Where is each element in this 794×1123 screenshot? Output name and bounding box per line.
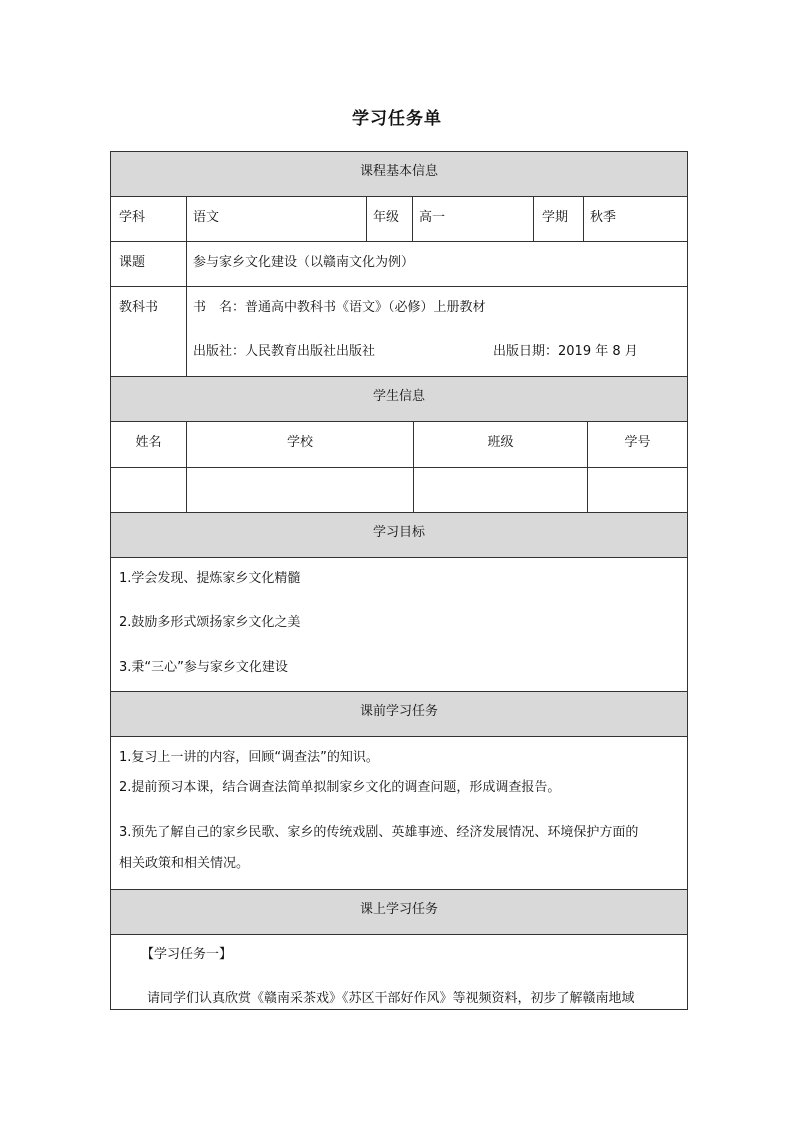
- goal-item-2: 2.鼓励多形式颂扬家乡文化之美: [119, 615, 301, 630]
- grade-label-cell: [367, 197, 413, 241]
- subject-value: 语文: [193, 210, 220, 225]
- student-id-cell[interactable]: [588, 468, 687, 512]
- in-class-header-text: 课上学习任务: [359, 902, 438, 917]
- student-name-cell[interactable]: [111, 468, 187, 512]
- pre-class-item-2: 2.提前预习本课，结合调查法简单拟制家乡文化的调查问题，形成调查报告。: [119, 780, 561, 795]
- grade-value: 高一: [419, 210, 446, 225]
- subject-label-cell: [111, 197, 187, 241]
- topic-row: [111, 242, 687, 287]
- in-class-body: [111, 935, 687, 1009]
- student-col-class-label: 班级: [487, 435, 514, 450]
- term-value: 秋季: [590, 210, 617, 225]
- student-col-school: [187, 422, 414, 467]
- textbook-info-cell: [187, 287, 687, 376]
- student-columns-row: [111, 422, 687, 468]
- pre-class-item-3-cont: 相关政策和相关情况。: [119, 856, 250, 871]
- grade-label: 年级: [373, 210, 400, 225]
- textbook-label: 教科书: [119, 300, 159, 315]
- goal-item-1: 1.学会发现、提炼家乡文化精髓: [119, 571, 301, 586]
- student-col-name: [111, 422, 187, 467]
- subject-label: 学科: [119, 210, 146, 225]
- student-school-cell[interactable]: [187, 468, 414, 512]
- goals-header-text: 学习目标: [372, 525, 425, 540]
- course-info-header-text: 课程基本信息: [359, 164, 438, 179]
- pre-class-item-1: 1.复习上一讲的内容，回顾“调查法”的知识。: [119, 750, 379, 765]
- goals-body: [111, 558, 687, 692]
- student-col-class: [414, 422, 588, 467]
- pre-class-body: [111, 737, 687, 890]
- page-title: 学习任务单: [352, 109, 442, 129]
- pre-class-item-3: 3.预先了解自己的家乡民歌、家乡的传统戏剧、英雄事迹、经济发展情况、环境保护方面的: [119, 825, 639, 840]
- subject-row: [111, 197, 687, 242]
- task-sheet-table: [110, 151, 688, 1010]
- student-entry-row: [111, 468, 687, 513]
- textbook-publish-date: 出版日期：2019 年 8 月: [493, 344, 638, 359]
- student-info-header: [111, 377, 687, 422]
- term-label-cell: [534, 197, 584, 241]
- pre-class-header: [111, 692, 687, 737]
- student-col-id-label: 学号: [624, 435, 651, 450]
- task-one-text: 请同学们认真欣赏《赣南采茶戏》《苏区干部好作风》等视频资料，初步了解赣南地域: [147, 991, 635, 1006]
- in-class-header: [111, 890, 687, 935]
- goal-item-3: 3.秉“三心”参与家乡文化建设: [119, 660, 288, 675]
- textbook-publisher: 出版社：人民教育出版社出版社: [193, 344, 376, 359]
- course-info-header: [111, 152, 687, 197]
- topic-value-cell: [187, 242, 687, 286]
- topic-label: 课题: [119, 255, 146, 270]
- student-col-id: [588, 422, 687, 467]
- goals-header: [111, 513, 687, 558]
- grade-value-cell: [413, 197, 534, 241]
- task-one-title: 【学习任务一】: [141, 947, 233, 962]
- student-col-name-label: 姓名: [135, 435, 162, 450]
- term-label: 学期: [542, 210, 569, 225]
- pre-class-header-text: 课前学习任务: [359, 704, 438, 719]
- topic-value: 参与家乡文化建设（以赣南文化为例）: [193, 255, 415, 270]
- student-class-cell[interactable]: [414, 468, 588, 512]
- student-col-school-label: 学校: [286, 435, 313, 450]
- topic-label-cell: [111, 242, 187, 286]
- textbook-label-cell: [111, 287, 187, 376]
- subject-value-cell: [187, 197, 367, 241]
- term-value-cell: [584, 197, 687, 241]
- student-info-header-text: 学生信息: [372, 389, 425, 404]
- textbook-row: [111, 287, 687, 377]
- textbook-name: 书 名：普通高中教科书《语文》（必修）上册教材: [193, 300, 486, 315]
